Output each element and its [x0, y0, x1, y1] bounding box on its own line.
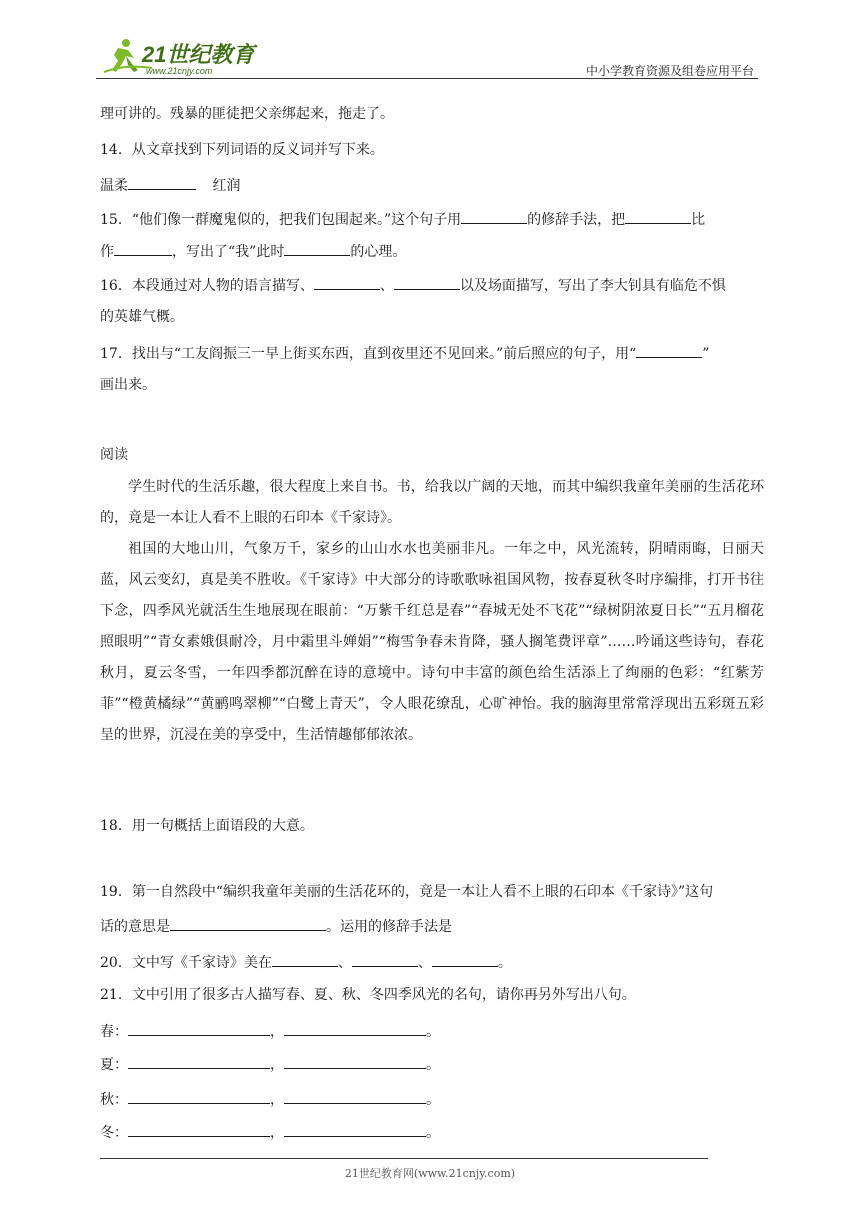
q15-text-1: 15．“他们像一群魔鬼似的，把我们包围起来。”这个句子用: [100, 212, 462, 228]
q21-row-spring: [100, 1020, 440, 1042]
platform-name: 中小学教育资源及组卷应用平台: [585, 64, 754, 78]
reading-paragraph-2: 祖国的大地山川，气象万千，家乡的山山水水也美丽非凡。一年之中，风光流转，阴晴雨晦，日丽天蓝，风云变幻，真是美不胜收。《千家诗》中大部分的诗歌歌咏祖国风物，按春夏秋冬时序编排，打开书往下念，四季风光就活生生地展现在眼前：“万紫千红总是春”“春城无处不飞花”“绿树阴浓夏日长”“五月榴花照眼明”“青女素娥俱耐冷，月中霜里斗婵娟”“梅雪争春未肯降，骚人搁笔费评章”……吟诵这些诗句，春花秋月，夏云冬雪，一年四季都沉醉在诗的意境中。诗句中丰富的颜色给生活添上了绚丽的色彩：“红紫芳菲”“橙黄橘绿”“黄鹂鸣翠柳”“白鹭上青天”，令人眼花缭乱，心旷神怡。我的脑海里常常浮现出五彩斑五彩呈的世界，沉浸在美的享受中，生活情趣郁郁浓浓。: [100, 541, 764, 743]
q21-row-autumn: [100, 1088, 440, 1110]
season-label: 春：: [100, 1024, 128, 1040]
answer-blank[interactable]: [461, 208, 527, 224]
q21-prompt: 21．文中引用了很多古人描写春、夏、秋、冬四季风光的名句，请你再另外写出八句。: [100, 987, 636, 1003]
answer-blank[interactable]: [128, 1121, 270, 1137]
q19-line-2: [100, 915, 452, 937]
q14-answers: [100, 174, 240, 196]
q21-row-winter: [100, 1121, 440, 1143]
q16-line-1: [100, 274, 726, 296]
comma: ，: [270, 1125, 284, 1141]
footer-rule: [100, 1158, 708, 1159]
q16-text-1: 16．本段通过对人物的语言描写、: [100, 278, 314, 294]
answer-blank[interactable]: [314, 274, 380, 290]
comma: ，: [270, 1024, 284, 1040]
answer-blank[interactable]: [128, 174, 196, 190]
q17-text-2: ”: [702, 346, 710, 362]
answer-blank[interactable]: [394, 274, 460, 290]
q21-row-summer: [100, 1053, 440, 1075]
answer-blank[interactable]: [128, 1020, 270, 1036]
q18-prompt: 18．用一句概括上面语段的大意。: [100, 818, 314, 834]
q15-text-2: 的修辞手法，把: [527, 212, 626, 228]
answer-blank[interactable]: [352, 951, 418, 967]
answer-blank[interactable]: [284, 1020, 426, 1036]
answer-blank[interactable]: [625, 208, 691, 224]
q17-text-1: 17．找出与“工友阎振三一早上街买东西，直到夜里还不见回来。”前后照应的句子，用“: [100, 346, 637, 362]
answer-blank[interactable]: [432, 951, 498, 967]
q16-text-3: 以及场面描写，写出了李大钊具有临危不惧: [459, 278, 726, 294]
q14-word-2: 红润: [212, 178, 241, 194]
q19-text-2: 话的意思是: [100, 919, 170, 935]
q19-text-3: 。运用的修辞手法是: [326, 919, 452, 935]
21cnjy-logo: [96, 34, 266, 78]
q20-sep-1: 、: [337, 955, 352, 971]
logo-wordmark: 21世纪教育: [142, 42, 255, 67]
season-label: 秋：: [100, 1092, 128, 1108]
period: 。: [426, 1057, 440, 1073]
comma: ，: [270, 1057, 284, 1073]
q14-prompt: 14．从文章找到下列词语的反义词并写下来。: [100, 142, 384, 158]
period: 。: [426, 1024, 440, 1040]
q17-line-2: 画出来。: [100, 377, 156, 393]
q13-tail: 理可讲的。残暴的匪徒把父亲绑起来，拖走了。: [100, 106, 394, 122]
q14-word-1: 温柔: [100, 178, 128, 194]
answer-blank[interactable]: [284, 1088, 426, 1104]
q15-text-3: 比: [691, 212, 706, 228]
q15-text-5: ，写出了“我”此时: [172, 244, 285, 260]
page-footer: 21世纪教育网(www.21cnjy.com): [344, 1167, 516, 1180]
q15-text-6: 的心理。: [350, 244, 407, 260]
q16-text-2: 、: [379, 278, 394, 294]
q15-line-1: [100, 208, 705, 230]
answer-blank[interactable]: [114, 240, 172, 256]
page-header: [96, 34, 758, 80]
answer-blank[interactable]: [284, 240, 350, 256]
q20-end: 。: [497, 955, 512, 971]
answer-blank[interactable]: [128, 1053, 270, 1069]
period: 。: [426, 1125, 440, 1141]
answer-blank[interactable]: [284, 1053, 426, 1069]
q19-line-1: 19．第一自然段中“编织我童年美丽的生活花环的，竟是一本让人看不上眼的石印本《千家诗》”这句: [100, 884, 714, 900]
answer-blank[interactable]: [284, 1121, 426, 1137]
answer-blank[interactable]: [636, 342, 702, 358]
logo-url: www.21cnjy.com: [146, 66, 213, 76]
q15-line-2: [100, 240, 406, 262]
reading-paragraph-1: 学生时代的生活乐趣，很大程度上来自书。书，给我以广阔的天地，而其中编织我童年美丽的生活花环的，竟是一本让人看不上眼的石印本《千家诗》。: [100, 479, 764, 526]
q17-line-1: [100, 342, 709, 364]
q15-text-4: 作: [100, 244, 114, 260]
season-label: 夏：: [100, 1057, 128, 1073]
answer-blank[interactable]: [272, 951, 338, 967]
answer-blank[interactable]: [170, 915, 326, 931]
answer-blank[interactable]: [128, 1088, 270, 1104]
period: 。: [426, 1092, 440, 1108]
reading-title: 阅读: [100, 447, 128, 463]
season-label: 冬：: [100, 1125, 128, 1141]
q20-line: [100, 951, 512, 973]
q20-sep-2: 、: [417, 955, 432, 971]
comma: ，: [270, 1092, 284, 1108]
header-rule: [96, 78, 758, 79]
q16-line-2: 的英雄气概。: [100, 309, 184, 325]
q20-text: 20．文中写《千家诗》美在: [100, 955, 272, 971]
